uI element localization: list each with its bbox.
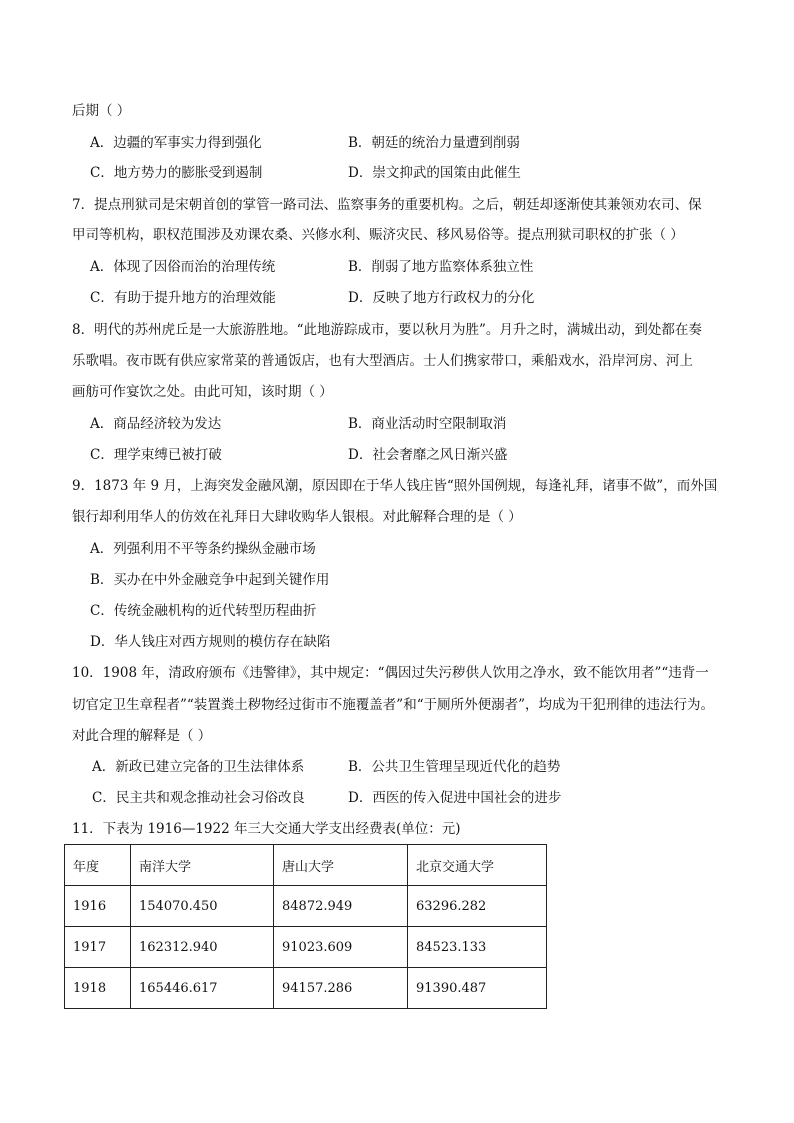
q10-stem-line-1: 10．1908 年，清政府颁布《违警律》，其中规定：“偶因过失污秽供人饮用之净水，致不能饮用者”“违背一 (72, 665, 709, 681)
q10-stem-line-3: 对此合理的解释是（ ） (72, 728, 212, 744)
q11-stem-line-1: 11．下表为 1916—1922 年三大交通大学支出经费表(单位：元) (72, 821, 461, 837)
q6-stem-tail: 后期（ ） (72, 103, 131, 119)
table-cell: 91390.487 (408, 968, 547, 1009)
q9-option-b[interactable]: B．买办在中外金融竞争中起到关键作用 (90, 572, 330, 588)
q9-stem-line-2: 银行却利用华人的仿效在礼拜日大肆收购华人银根。对此解释合理的是（ ） (72, 509, 522, 525)
q8-stem-line-1: 8．明代的苏州虎丘是一大旅游胜地。“此地游踪成市，要以秋月为胜”。月升之时，满城出动，到处都在奏 (72, 322, 702, 338)
q7-option-a[interactable]: A．体现了因俗而治的治理传统 (90, 259, 276, 275)
q10-option-c[interactable]: C．民主共和观念推动社会习俗改良 (92, 790, 305, 806)
table-header-cell: 年度 (65, 845, 131, 886)
table-cell: 1916 (65, 886, 131, 927)
table-header-cell: 北京交通大学 (408, 845, 547, 886)
table-cell: 162312.940 (131, 927, 274, 968)
q8-option-c[interactable]: C．理学束缚已被打破 (90, 447, 222, 463)
table-row (65, 886, 547, 927)
q8-stem-line-2: 乐歌唱。夜市既有供应家常菜的普通饭店，也有大型酒店。士人们携家带口，乘船戏水，沿岸河房、河上 (72, 353, 693, 369)
q10-option-d[interactable]: D．西医的传入促进中国社会的进步 (348, 790, 562, 806)
table-cell: 94157.286 (274, 968, 408, 1009)
table-cell: 84872.949 (274, 886, 408, 927)
q8-option-b[interactable]: B．商业活动时空限制取消 (348, 416, 507, 432)
table-header-cell: 唐山大学 (274, 845, 408, 886)
table-cell: 1918 (65, 968, 131, 1009)
table-header-row (65, 845, 547, 886)
table-cell: 63296.282 (408, 886, 547, 927)
table-header-cell: 南洋大学 (131, 845, 274, 886)
q9-option-d[interactable]: D．华人钱庄对西方规则的模仿存在缺陷 (90, 634, 331, 650)
q8-option-d[interactable]: D．社会奢靡之风日渐兴盛 (348, 447, 508, 463)
table-cell: 165446.617 (131, 968, 274, 1009)
q9-option-c[interactable]: C．传统金融机构的近代转型历程曲折 (90, 603, 317, 619)
table-cell: 154070.450 (131, 886, 274, 927)
q10-option-b[interactable]: B．公共卫生管理呈现近代化的趋势 (348, 759, 561, 775)
table-row (65, 927, 547, 968)
q6-option-b[interactable]: B．朝廷的统治力量遭到削弱 (348, 135, 520, 151)
q6-option-d[interactable]: D．崇文抑武的国策由此催生 (348, 165, 521, 181)
q7-option-b[interactable]: B．削弱了地方监察体系独立性 (348, 259, 534, 275)
table-cell: 1917 (65, 927, 131, 968)
q7-option-d[interactable]: D．反映了地方行政权力的分化 (348, 290, 535, 306)
q9-option-a[interactable]: A．列强利用不平等条约操纵金融市场 (90, 541, 316, 557)
q9-stem-line-1: 9．1873 年 9 月，上海突发金融风潮，原因即在于华人钱庄皆“照外国例规，每逢礼拜，诸事不做”，而外国 (72, 478, 718, 494)
q7-stem-line-2: 甲司等机构，职权范围涉及劝课农桑、兴修水利、赈济灾民、移风易俗等。提点刑狱司职权的扩张（ ） (72, 227, 684, 243)
q10-stem-line-2: 切官定卫生章程者”“装置粪土秽物经过街市不施覆盖者”和“于厕所外便溺者”，均成为干犯刑律的违法行为。 (72, 697, 715, 713)
q6-option-a[interactable]: A．边疆的军事实力得到强化 (90, 135, 262, 151)
q6-option-c[interactable]: C．地方势力的膨胀受到遏制 (90, 165, 263, 181)
q8-option-a[interactable]: A．商品经济较为发达 (90, 416, 222, 432)
table-cell: 91023.609 (274, 927, 408, 968)
q10-option-a[interactable]: A．新政已建立完备的卫生法律体系 (92, 759, 305, 775)
table-row (65, 968, 547, 1009)
q8-stem-line-3: 画舫可作宴饮之处。由此可知，该时期（ ） (72, 384, 333, 400)
expenditure-table (64, 844, 547, 1009)
table-cell: 84523.133 (408, 927, 547, 968)
q7-stem-line-1: 7．提点刑狱司是宋朝首创的掌管一路司法、监察事务的重要机构。之后，朝廷却逐渐使其兼领劝农司、保 (72, 197, 702, 213)
q7-option-c[interactable]: C．有助于提升地方的治理效能 (90, 290, 276, 306)
